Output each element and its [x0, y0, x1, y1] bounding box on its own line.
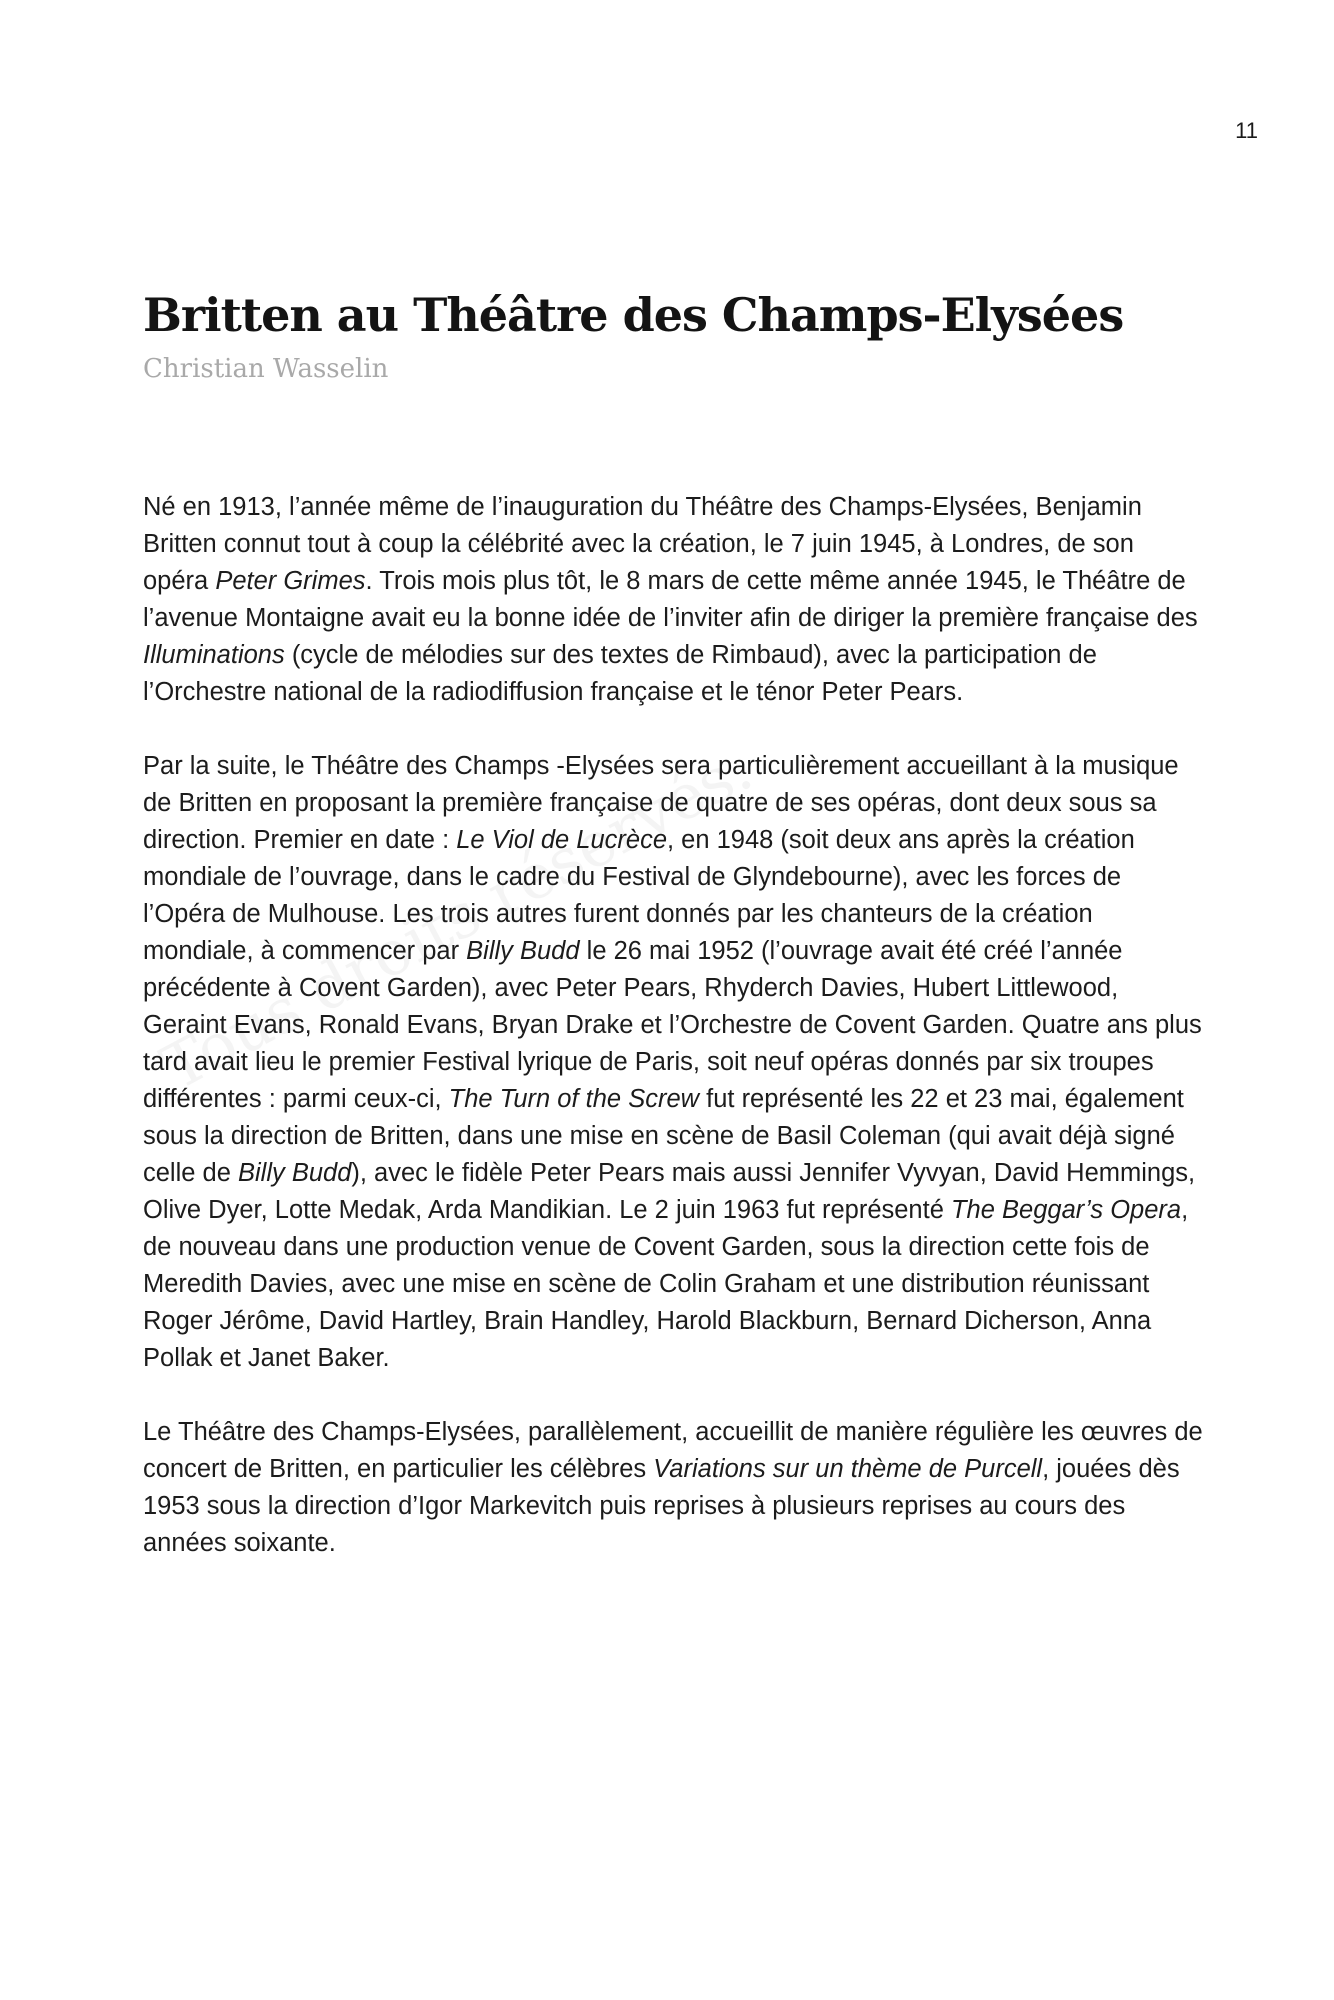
italic-title-run: Billy Budd [466, 937, 580, 965]
text-run: Par la suite, le Théâtre des Champs -Elysées sera particulièrement accueillant à la musique de Britten en proposant la première française de quatre de ses opéras, dont deux sous sa direction. Premier en date : [143, 752, 1179, 854]
italic-title-run: The Turn of the Screw [448, 1085, 700, 1113]
italic-title-run: The Beggar’s Opera [950, 1196, 1182, 1224]
text-run: le 26 mai 1952 (l’ouvrage avait été créé l’année précédente à Covent Garden), avec Peter Pears, Rhyderch Davies, Hubert Littlewood, Geraint Evans, Ronald Evans, Bryan Drake et l’Orchestre de Covent Garden. Quatre ans plus tard avait lieu le premier Festival lyrique de Paris, soit neuf opéras donnés par six troupes différentes : parmi ceux-ci, [143, 937, 1202, 1113]
text-run: ), avec le fidèle Peter Pears mais aussi Jennifer Vyvyan, David Hemmings, Olive Dyer, Lotte Medak, Arda Mandikian. Le 2 juin 1963 fut représenté [143, 1159, 1196, 1224]
text-run: , de nouveau dans une production venue de Covent Garden, sous la direction cette fois de Meredith Davies, avec une mise en scène de Colin Graham et une distribution réunissant Roger Jérôme, David Hartley, Brain Handley, Harold Blackburn, Bernard Dicherson, Anna Pollak et Janet Baker. [143, 1196, 1189, 1372]
author-name: Christian Wasselin [143, 354, 389, 384]
text-run: . Trois mois plus tôt, le 8 mars de cette même année 1945, le Théâtre de l’avenue Montaigne avait eu la bonne idée de l’inviter afin de diriger la première française des [143, 567, 1198, 632]
text-run: fut représenté les 22 et 23 mai, également sous la direction de Britten, dans une mise en scène de Basil Coleman (qui avait déjà signé celle de [143, 1085, 1184, 1187]
text-run: , en 1948 (soit deux ans après la création mondiale de l’ouvrage, dans le cadre du Festival de Glyndebourne), avec les forces de l’Opéra de Mulhouse. Les trois autres furent donnés par les chanteurs de la création mondiale, à commencer par [143, 826, 1135, 965]
paragraph-2 [143, 748, 1203, 1377]
italic-title-run: Billy Budd [237, 1159, 352, 1187]
text-run: , jouées dès 1953 sous la direction d’Igor Markevitch puis reprises à plusieurs reprises au cours des années soixante. [143, 1455, 1180, 1557]
article-body [143, 489, 1203, 1599]
page-title: Britten au Théâtre des Champs-Elysées [143, 288, 1124, 342]
paragraph-1 [143, 489, 1203, 711]
page-number: 11 [1235, 118, 1258, 143]
italic-title-run: Le Viol de Lucrèce [456, 826, 667, 854]
text-run: Le Théâtre des Champs-Elysées, parallèlement, accueillit de manière régulière les œuvres de concert de Britten, en particulier les célèbres [143, 1418, 1203, 1483]
text-run: (cycle de mélodies sur des textes de Rimbaud), avec la participation de l’Orchestre national de la radiodiffusion française et le ténor Peter Pears. [143, 641, 1097, 706]
italic-title-run: Illuminations [143, 641, 285, 669]
italic-title-run: Peter Grimes [215, 567, 366, 595]
paragraph-3 [143, 1414, 1203, 1562]
text-run: Né en 1913, l’année même de l’inauguration du Théâtre des Champs-Elysées, Benjamin Britten connut tout à coup la célébrité avec la création, le 7 juin 1945, à Londres, de son opéra [143, 493, 1142, 595]
italic-title-run: Variations sur un thème de Purcell [653, 1455, 1043, 1483]
